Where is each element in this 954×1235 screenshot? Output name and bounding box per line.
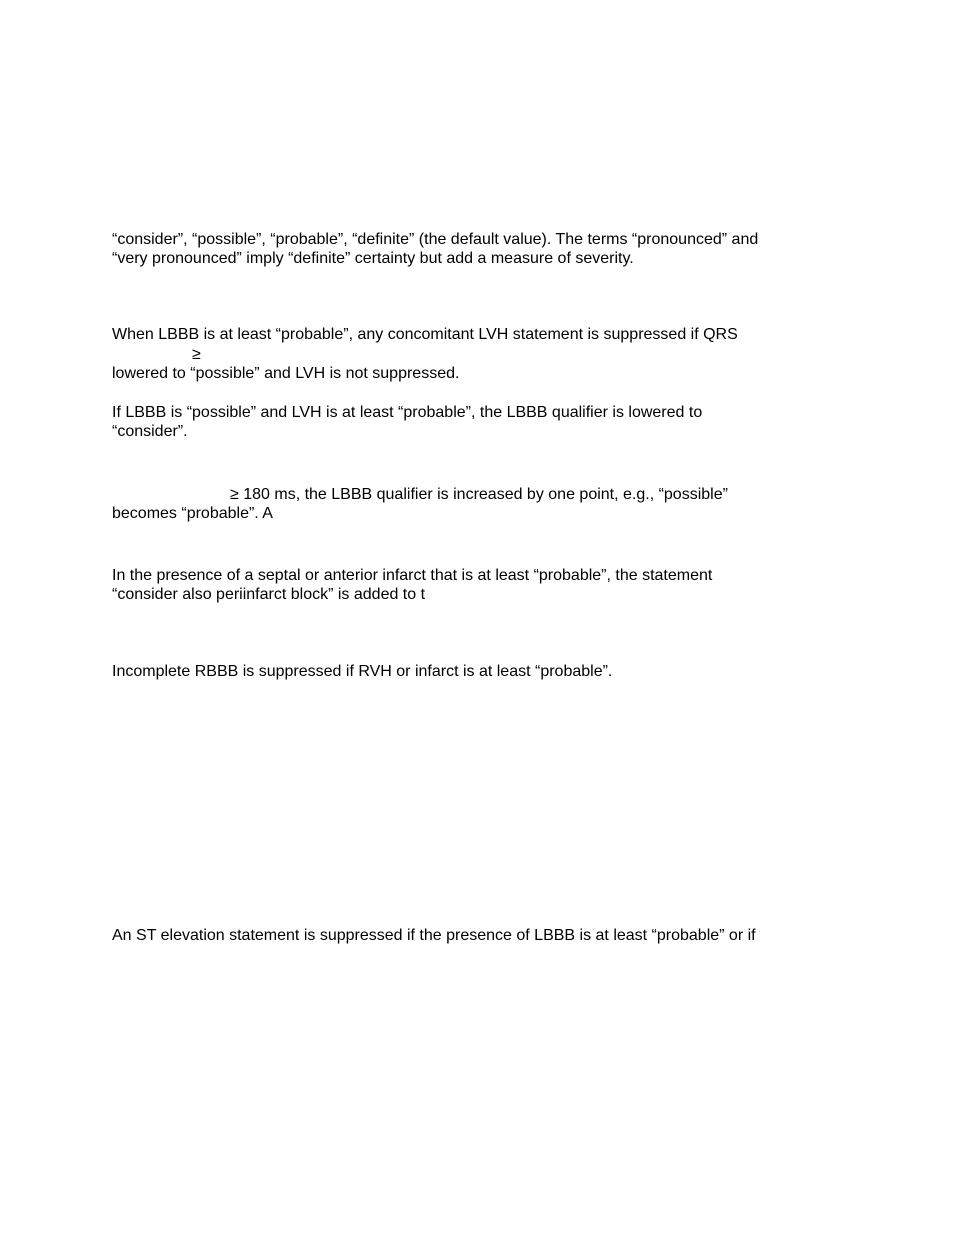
greater-equal-symbol: ≥ <box>192 346 201 363</box>
para-lbbb-possible-line-1: If LBBB is “possible” and LVH is at least “probable”, the LBBB qualifier is lowered to <box>112 404 703 421</box>
para-qualifiers-line-2: “very pronounced” imply “definite” certainty but add a measure of severity. <box>112 250 634 267</box>
para-st-elevation: An ST elevation statement is suppressed if the presence of LBBB is at least “probable” or if <box>112 927 756 944</box>
para-qrs-duration-line-1: ≥ 180 ms, the LBBB qualifier is increased by one point, e.g., “possible” <box>230 486 728 503</box>
para-lbbb-lvh-line-1: When LBBB is at least “probable”, any concomitant LVH statement is suppressed if QRS <box>112 326 738 343</box>
para-incomplete-rbbb: Incomplete RBBB is suppressed if RVH or infarct is at least “probable”. <box>112 663 613 680</box>
para-lbbb-possible-line-2: “consider”. <box>112 423 188 440</box>
para-qrs-duration-line-2: becomes “probable”. A <box>112 505 273 522</box>
para-qualifiers-line-1: “consider”, “possible”, “probable”, “definite” (the default value). The terms “pronounced” and <box>112 231 759 248</box>
para-lbbb-lvh-line-3: lowered to “possible” and LVH is not suppressed. <box>112 365 460 382</box>
para-periinfarct-line-1: In the presence of a septal or anterior infarct that is at least “probable”, the statement <box>112 567 713 584</box>
para-periinfarct-line-2: “consider also periinfarct block” is added to t <box>112 586 426 603</box>
